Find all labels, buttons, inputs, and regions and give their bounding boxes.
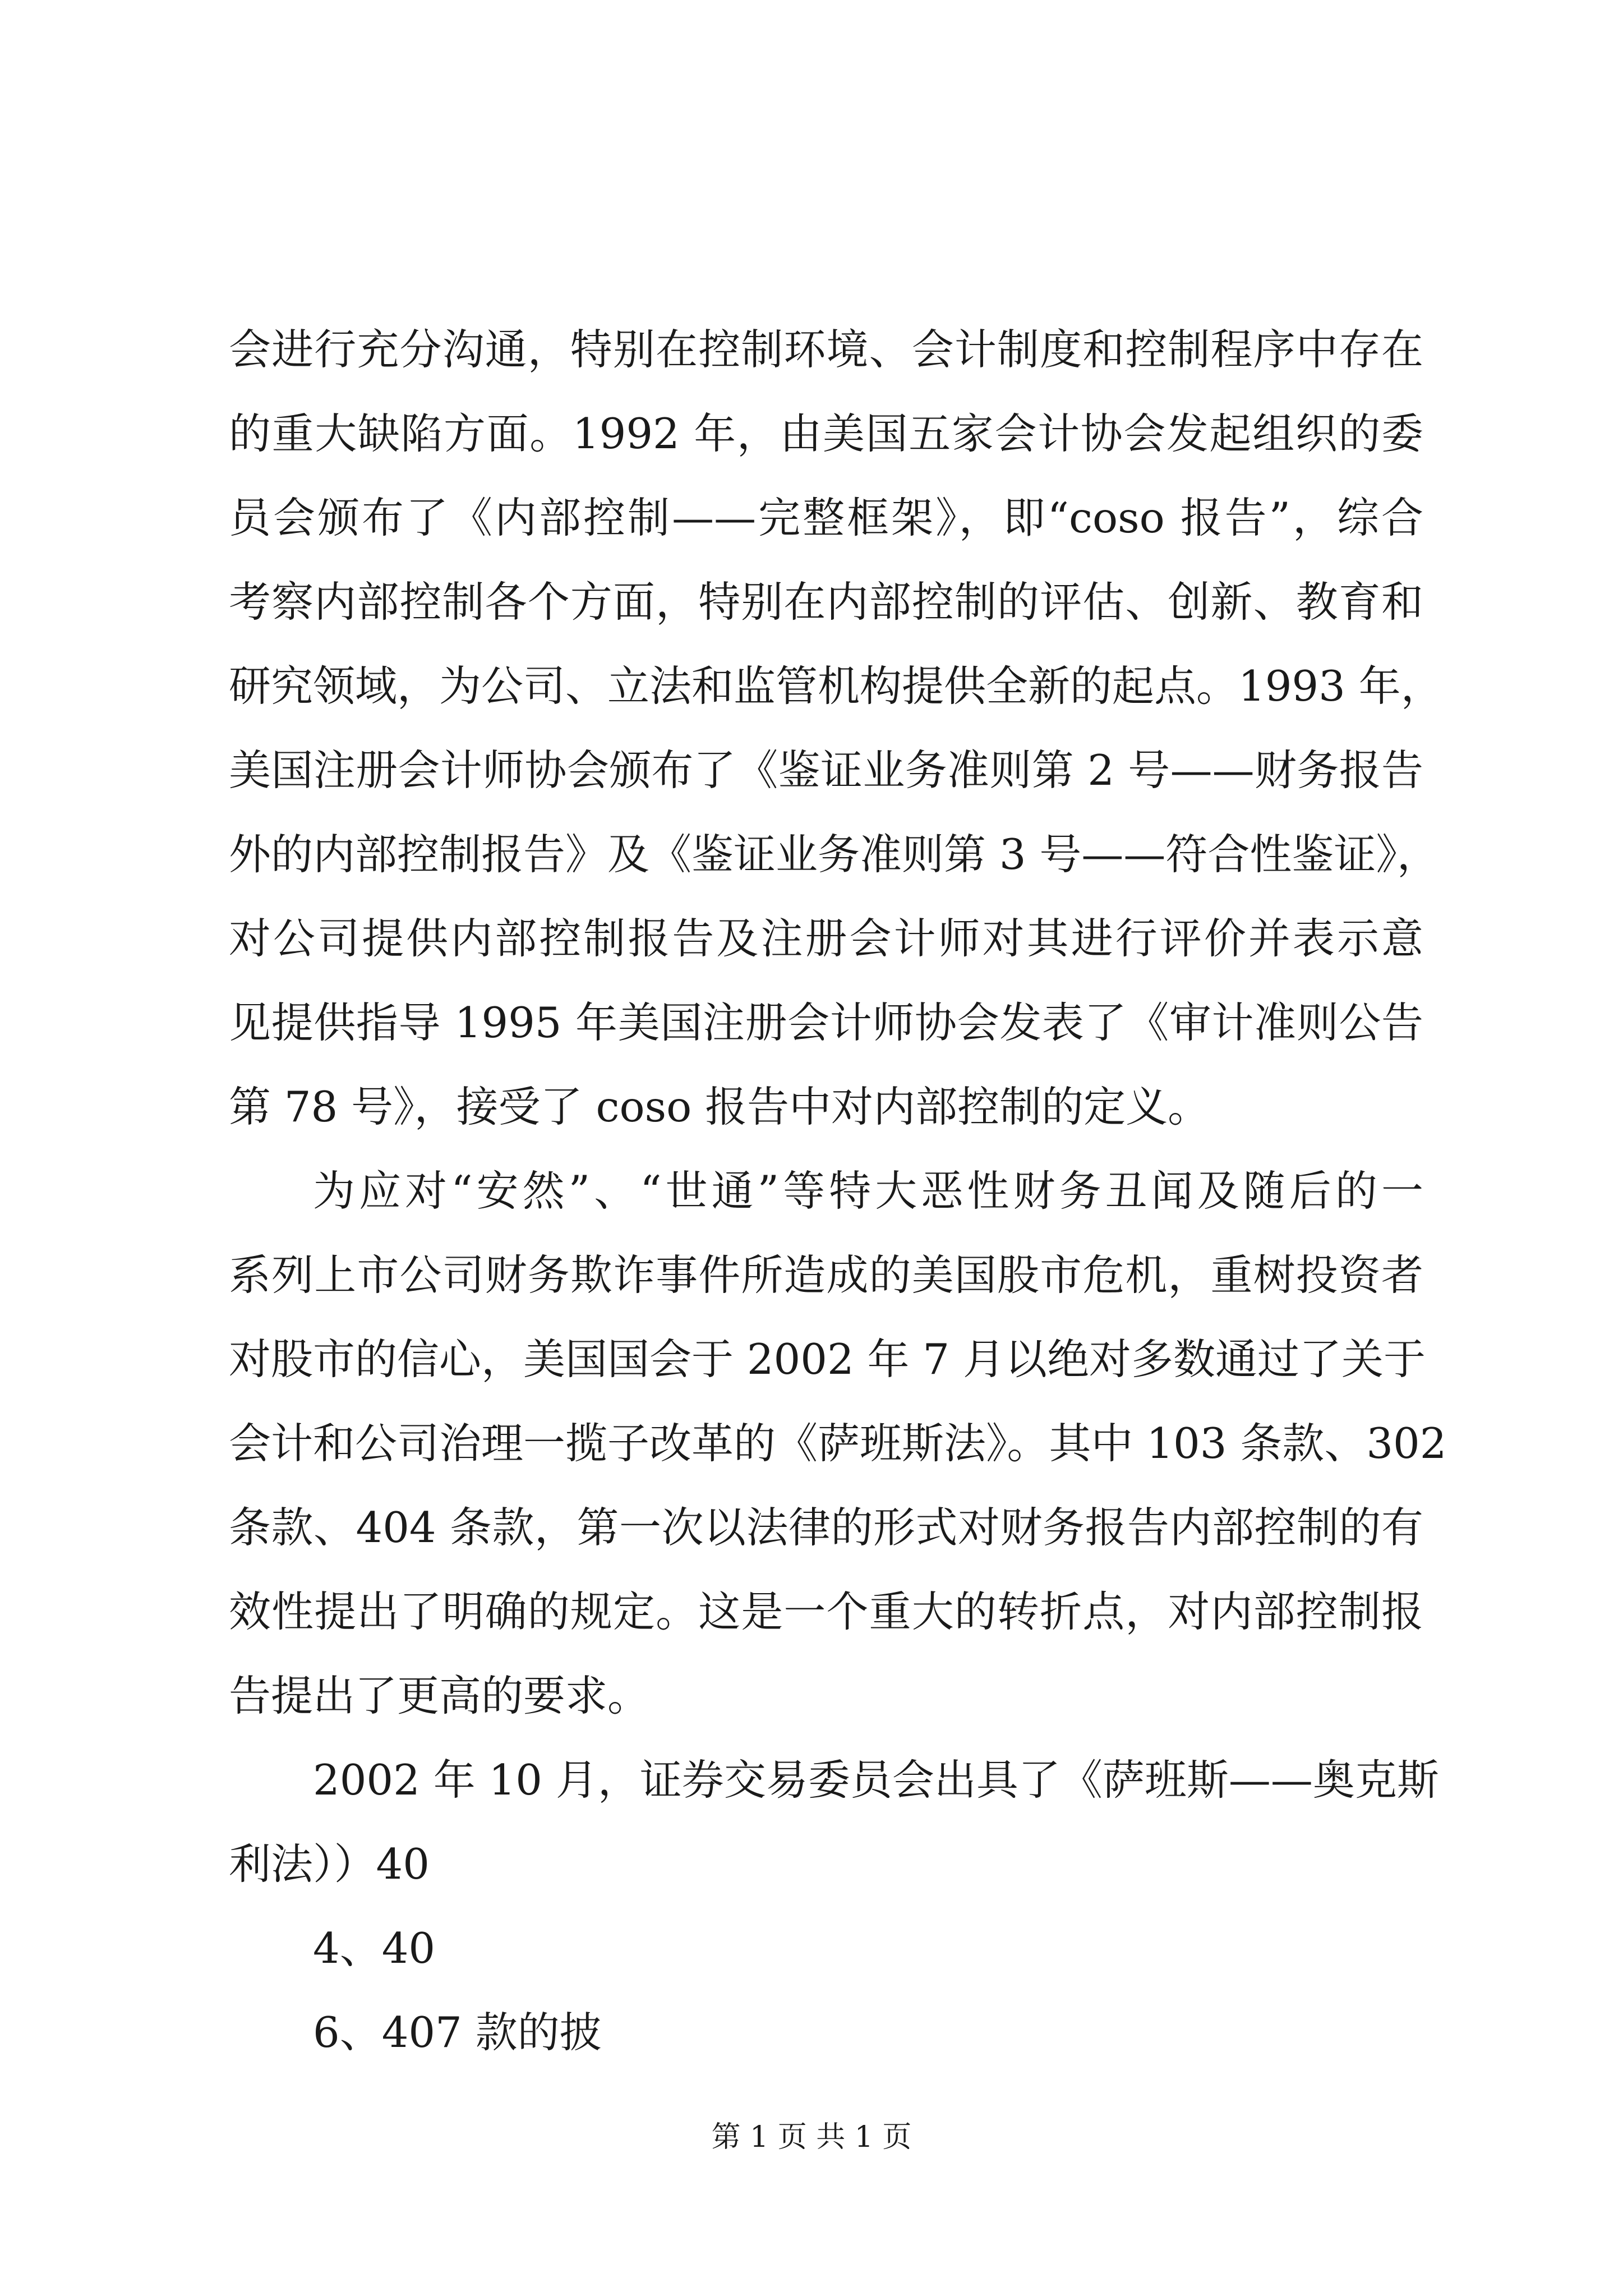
text-line: 考察内部控制各个方面，特别在内部控制的评估、创新、教育和	[229, 577, 1423, 627]
text-line: 对股市的信心，美国国会于 2002 年 7 月以绝对多数通过了关于	[229, 1335, 1426, 1384]
page-number-label: 第 1 页 共 1 页	[711, 2120, 912, 2154]
text-line: 告提出了更高的要求。	[229, 1671, 650, 1720]
text-line: 6、407 款的披	[313, 2008, 602, 2057]
text-line: 为应对“安然”、“世通”等特大恶性财务丑闻及随后的一	[313, 1166, 1423, 1216]
text-line: 系列上市公司财务欺诈事件所造成的美国股市危机，重树投资者	[229, 1250, 1423, 1300]
text-line: 4、40	[313, 1924, 436, 1973]
text-line: 条款、404 条款，第一次以法律的形式对财务报告内部控制的有	[229, 1503, 1423, 1552]
paragraph	[229, 307, 1443, 1149]
text-line: 的重大缺陷方面。1992 年，由美国五家会计协会发起组织的委	[229, 409, 1423, 458]
text-line: 2002 年 10 月，证券交易委员会出具了《萨班斯——奥克斯	[313, 1755, 1439, 1805]
text-line: 利法））40	[229, 1839, 430, 1889]
document-body	[229, 307, 1447, 2074]
text-line: 效性提出了明确的规定。这是一个重大的转折点，对内部控制报	[229, 1587, 1423, 1636]
page-footer	[0, 2118, 1623, 2157]
text-line: 见提供指导 1995 年美国注册会计师协会发表了《审计准则公告	[229, 998, 1423, 1047]
text-line: 第 78 号》，接受了 coso 报告中对内部控制的定义。	[229, 1082, 1210, 1131]
text-line: 会进行充分沟通，特别在控制环境、会计制度和控制程序中存在	[229, 325, 1423, 374]
paragraph	[229, 1149, 1447, 1738]
paragraph	[229, 1906, 1423, 1990]
text-line: 会计和公司治理一揽子改革的《萨班斯法》。其中 103 条款、302	[229, 1419, 1447, 1468]
paragraph	[229, 1738, 1439, 1906]
text-line: 美国注册会计师协会颁布了《鉴证业务准则第 2 号——财务报告	[229, 746, 1423, 795]
paragraph	[229, 1990, 1423, 2074]
text-line: 研究领域，为公司、立法和监管机构提供全新的起点。1993 年，	[229, 661, 1443, 711]
text-line: 对公司提供内部控制报告及注册会计师对其进行评价并表示意	[229, 914, 1423, 963]
text-line: 外的内部控制报告》及《鉴证业务准则第 3 号——符合性鉴证》，	[229, 830, 1439, 879]
text-line: 员会颁布了《内部控制——完整框架》，即“coso 报告”，综合	[229, 493, 1423, 542]
